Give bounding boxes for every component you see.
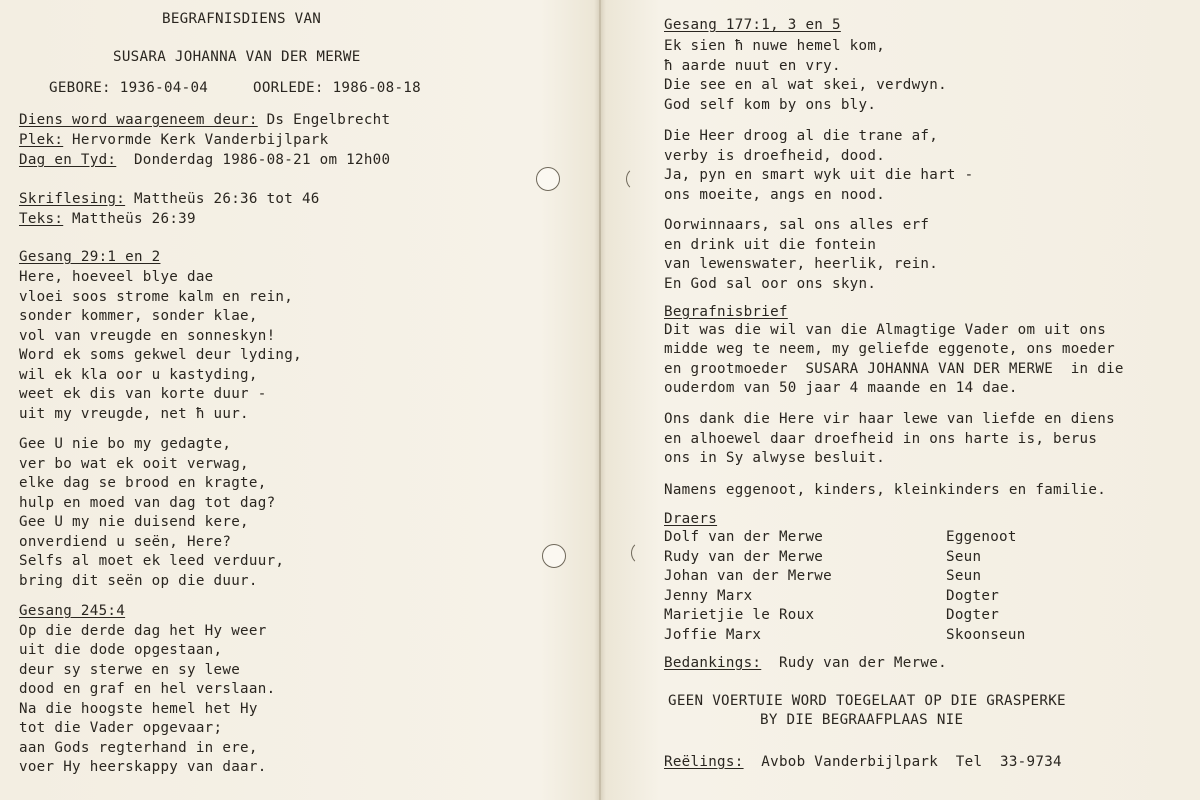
obituary-line: en grootmoeder SUSARA JOHANNA VAN DER MERWE in die [664, 361, 1124, 377]
verse-line: Ja, pyn en smart wyk uit die hart - [664, 167, 974, 183]
hymn-2-title: Gesang 245:4 [19, 603, 126, 619]
verse-line: weet ek dis van korte duur - [19, 386, 267, 402]
pallbearer-name: Johan van der Merwe [664, 568, 832, 584]
thanks-person-label: Bedankings: [664, 655, 762, 671]
verse-line: ons moeite, angs en nood. [664, 187, 886, 203]
death-date: OORLEDE: 1986-08-18 [253, 80, 421, 96]
obituary-line: midde weg te neem, my geliefde eggenote, ons moeder [664, 341, 1115, 357]
verse-line: elke dag se brood en kragte, [19, 475, 267, 491]
pallbearer-name: Marietjie le Roux [664, 607, 815, 623]
datetime-row [19, 151, 390, 171]
pallbearers-title: Draers [664, 511, 718, 527]
text-row [19, 210, 196, 230]
pallbearer-name: Rudy van der Merwe [664, 549, 824, 565]
verse-line: dood en graf en hel verslaan. [19, 681, 276, 697]
verse-line: uit my vreugde, net ħ uur. [19, 406, 249, 422]
verse-line: Word ek soms gekwel deur lyding, [19, 347, 302, 363]
pallbearer-name: Dolf van der Merwe [664, 529, 824, 545]
punch-hole-top-left [536, 167, 560, 191]
thanks-line: ons in Sy alwyse besluit. [664, 450, 886, 466]
verse-line: bring dit seën op die duur. [19, 573, 258, 589]
verse-line: En God sal oor ons skyn. [664, 276, 877, 292]
punch-hole-bottom-right [631, 541, 655, 565]
venue-row [19, 131, 328, 151]
verse-line: Gee U my nie duisend kere, [19, 514, 249, 530]
reading-row [19, 190, 320, 210]
verse-line: onverdiend u seën, Here? [19, 534, 232, 550]
punch-hole-top-right [626, 167, 650, 191]
arrangements-row [664, 753, 1062, 773]
pallbearer-name: Joffie Marx [664, 627, 762, 643]
birth-date: GEBORE: 1936-04-04 [49, 80, 209, 96]
verse-line: vloei soos strome kalm en rein, [19, 289, 294, 305]
arrangements-label: Reëlings: [664, 754, 744, 770]
verse-line: deur sy sterwe en sy lewe [19, 662, 241, 678]
thanks-line: en alhoewel daar droefheid in ons harte is, berus [664, 431, 1098, 447]
verse-line: uit die dode opgestaan, [19, 642, 223, 658]
verse-line: ver bo wat ek ooit verwag, [19, 456, 249, 472]
reading-value: Mattheüs 26:36 tot 46 [125, 191, 320, 207]
officiant-label: Diens word waargeneem deur: [19, 112, 258, 128]
verse-line: voer Hy heerskappy van daar. [19, 759, 267, 775]
thanks-person-row [664, 654, 947, 674]
venue-label: Plek: [19, 132, 64, 148]
pallbearer-role: Seun [946, 549, 982, 565]
verse-line: hulp en moed van dag tot dag? [19, 495, 276, 511]
datetime-label: Dag en Tyd: [19, 152, 117, 168]
title-line-1: BEGRAFNISDIENS VAN [162, 11, 322, 27]
text-label: Teks: [19, 211, 64, 227]
verse-line: sonder kommer, sonder klae, [19, 308, 258, 324]
verse-line: aan Gods regterhand in ere, [19, 740, 258, 756]
obituary-title: Begrafnisbrief [664, 304, 788, 320]
verse-line: Die Heer droog al die trane af, [664, 128, 939, 144]
vehicle-notice-line-1: GEEN VOERTUIE WORD TOEGELAAT OP DIE GRASPERKE [668, 693, 1066, 709]
obituary-line: ouderdom van 50 jaar 4 maande en 14 dae. [664, 380, 1018, 396]
venue-value: Hervormde Kerk Vanderbijlpark [63, 132, 329, 148]
text-value: Mattheüs 26:39 [63, 211, 196, 227]
verse-line: Gee U nie bo my gedagte, [19, 436, 232, 452]
arrangements-value: Avbob Vanderbijlpark Tel 33-9734 [743, 754, 1062, 770]
pallbearer-role: Seun [946, 568, 982, 584]
verse-line: Die see en al wat skei, verdwyn. [664, 77, 947, 93]
verse-line: Op die derde dag het Hy weer [19, 623, 267, 639]
pallbearer-role: Skoonseun [946, 627, 1026, 643]
verse-line: Ek sien ħ nuwe hemel kom, [664, 38, 886, 54]
right-page [600, 0, 1200, 800]
verse-line: God self kom by ons bly. [664, 97, 877, 113]
pallbearer-name: Jenny Marx [664, 588, 753, 604]
datetime-value: Donderdag 1986-08-21 om 12h00 [116, 152, 391, 168]
verse-line: ħ aarde nuut en vry. [664, 58, 841, 74]
verse-line: Oorwinnaars, sal ons alles erf [664, 217, 930, 233]
vehicle-notice-line-2: BY DIE BEGRAAFPLAAS NIE [760, 712, 964, 728]
verse-line: vol van vreugde en sonneskyn! [19, 328, 276, 344]
verse-line: Selfs al moet ek leed verduur, [19, 553, 285, 569]
pallbearer-role: Dogter [946, 607, 1000, 623]
officiant-value: Ds Engelbrecht [257, 112, 391, 128]
thanks-line: Ons dank die Here vir haar lewe van liefde en diens [664, 411, 1115, 427]
verse-line: wil ek kla oor u kastyding, [19, 367, 258, 383]
thanks-person-value: Rudy van der Merwe. [761, 655, 947, 671]
pallbearer-role: Eggenoot [946, 529, 1017, 545]
verse-line: verby is droefheid, dood. [664, 148, 886, 164]
reading-label: Skriflesing: [19, 191, 126, 207]
obituary-line: Dit was die wil van die Almagtige Vader om uit ons [664, 322, 1107, 338]
verse-line: Na die hoogste hemel het Hy [19, 701, 258, 717]
punch-hole-bottom-left [542, 544, 566, 568]
officiant-row [19, 111, 390, 131]
verse-line: Here, hoeveel blye dae [19, 269, 214, 285]
title-line-2: SUSARA JOHANNA VAN DER MERWE [113, 49, 361, 65]
verse-line: en drink uit die fontein [664, 237, 877, 253]
on-behalf-line: Namens eggenoot, kinders, kleinkinders en familie. [664, 482, 1107, 498]
pallbearer-role: Dogter [946, 588, 1000, 604]
verse-line: van lewenswater, heerlik, rein. [664, 256, 939, 272]
verse-line: tot die Vader opgevaar; [19, 720, 223, 736]
hymn-3-title: Gesang 177:1, 3 en 5 [664, 17, 841, 33]
hymn-1-title: Gesang 29:1 en 2 [19, 249, 161, 265]
